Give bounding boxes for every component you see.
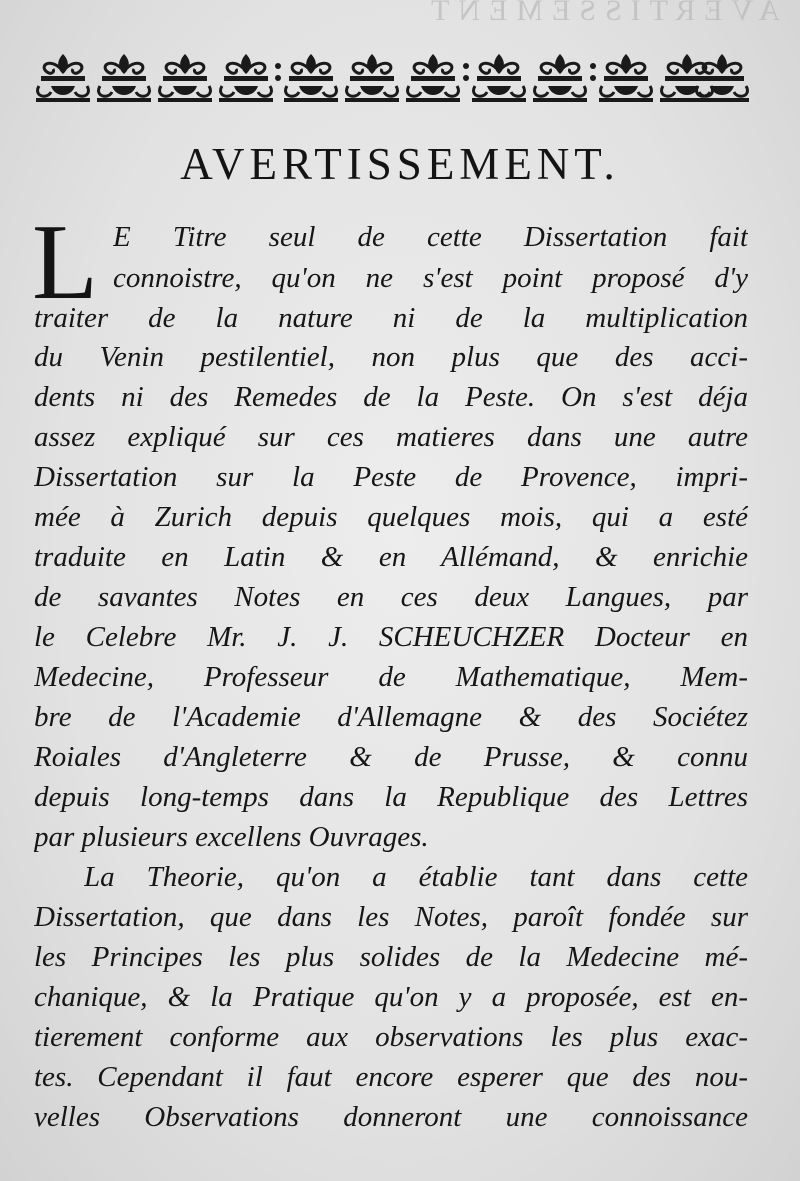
page-heading: AVERTISSEMENT. <box>180 139 620 189</box>
text-line: depuis long-temps dans la Republique des Lettres <box>34 781 748 813</box>
drop-cap: L <box>32 203 98 322</box>
text-line: velles Observations donneront une connoissance <box>34 1101 748 1133</box>
text-line: E Titre seul de cette Dissertation fait <box>113 221 748 253</box>
text-line: chanique, & la Pratique qu'on y a proposée, est en- <box>34 981 748 1013</box>
text-line: assez expliqué sur ces matieres dans une autre <box>34 421 748 453</box>
text-line: de savantes Notes en ces deux Langues, par <box>34 581 748 613</box>
text-line: traiter de la nature ni de la multiplication <box>34 302 748 334</box>
text-line: du Venin pestilentiel, non plus que des acci- <box>34 341 748 373</box>
text-line: mée à Zurich depuis quelques mois, qui a esté <box>34 501 748 533</box>
text-line: les Principes les plus solides de la Medecine mé- <box>34 941 748 973</box>
text-line: Dissertation sur la Peste de Provence, impri- <box>34 461 748 493</box>
text-line: Roiales d'Angleterre & de Prusse, & connu <box>34 741 748 773</box>
text-line: La Theorie, qu'on a établie tant dans cette <box>84 861 748 893</box>
text-line: bre de l'Academie d'Allemagne & des Sociétez <box>34 701 748 733</box>
text-line: par plusieurs excellens Ouvrages. <box>34 821 429 853</box>
text-line: Dissertation, que dans les Notes, paroît fondée sur <box>34 901 748 933</box>
text-line: Medecine, Professeur de Mathematique, Mem- <box>34 661 748 693</box>
text-line: traduite en Latin & en Allémand, & enrichie <box>34 541 748 573</box>
text-line: tes. Cependant il faut encore esperer que des nou- <box>34 1061 748 1093</box>
text-line: connoistre, qu'on ne s'est point proposé d'y <box>113 262 748 294</box>
text-line: le Celebre Mr. J. J. SCHEUCHZER Docteur en <box>34 621 748 653</box>
bleed-through-text: AVERTISSEMENT <box>422 0 780 27</box>
text-line: dents ni des Remedes de la Peste. On s'est déja <box>34 381 748 413</box>
text-line: tierement conforme aux observations les plus exac- <box>34 1021 748 1053</box>
ornamental-headband <box>30 46 750 108</box>
